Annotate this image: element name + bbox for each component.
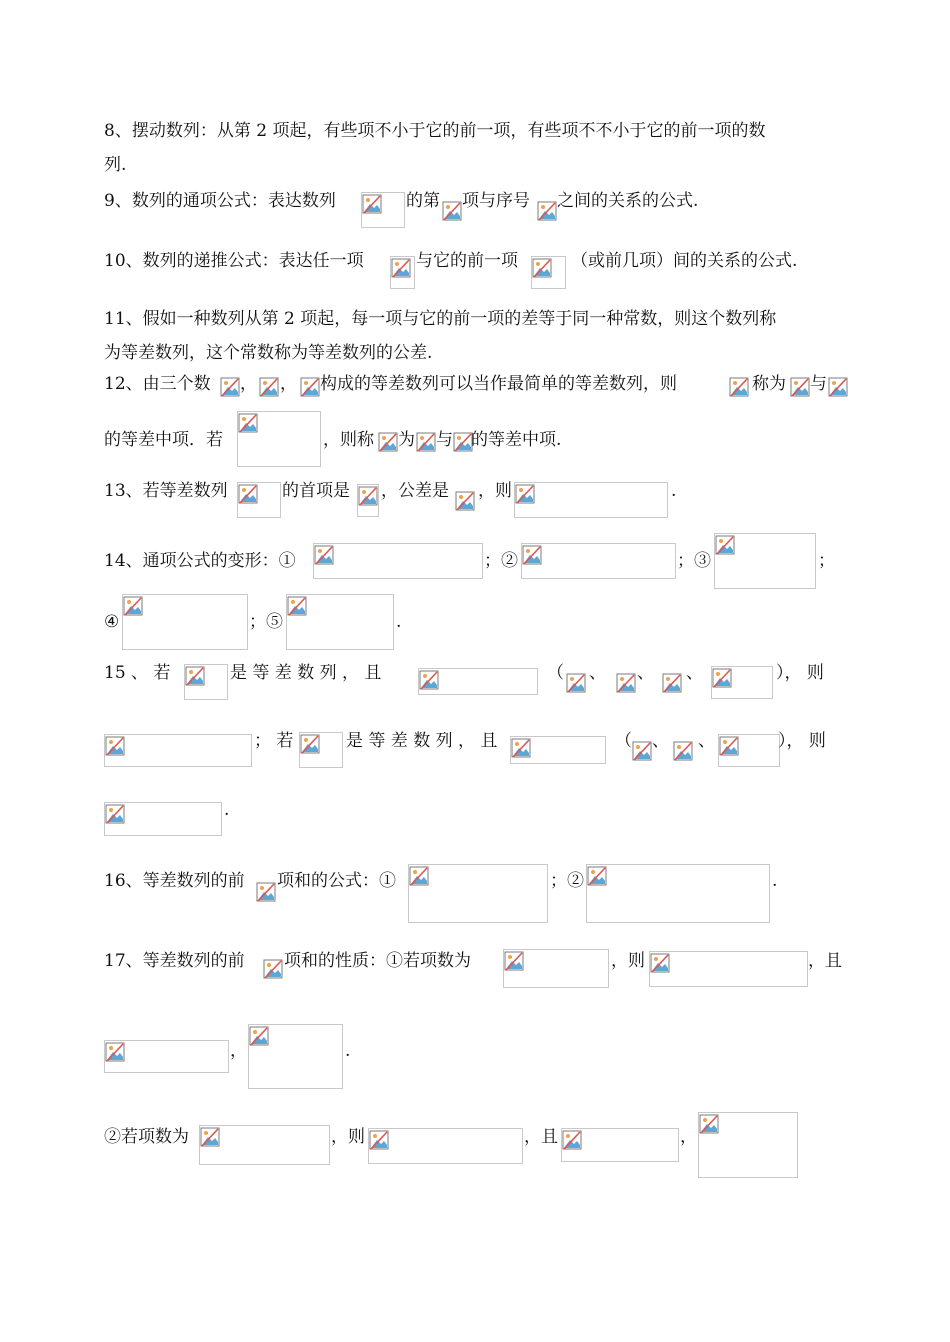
formula-image (390, 256, 415, 289)
item-12-text-4: 构成的等差数列可以当作最简单的等差数列，则 (320, 374, 677, 394)
item-15-text-5: 、 (637, 663, 654, 683)
broken-image-icon (532, 257, 552, 279)
item-16-text-3: ；② (550, 871, 584, 891)
item-17-text-1: 17、等差数列的前 (104, 951, 245, 971)
item-9-text-4: 之间的关系的公式. (557, 191, 699, 211)
formula-image (649, 951, 808, 987)
broken-image-icon (419, 669, 439, 691)
broken-image-icon (300, 733, 320, 755)
broken-image-icon (511, 737, 531, 759)
broken-image-icon (699, 1113, 719, 1135)
item-10-text-2: 与它的前一项 (416, 251, 518, 271)
item-15-text-14: . (224, 800, 230, 820)
broken-image-icon (790, 376, 810, 398)
broken-image-icon (719, 735, 739, 757)
broken-image-icon (220, 376, 240, 398)
item-11-line-1: 11、假如一种数列从第 2 项起，每一项与它的前一项的差等于同一种常数，则这个数列称 (104, 309, 777, 329)
item-15-text-7: ）， 则 (776, 663, 824, 683)
formula-image (616, 672, 636, 694)
item-12-text-3: ， (280, 374, 297, 394)
formula-image (259, 376, 279, 398)
item-17-text-9: ，且 (524, 1127, 558, 1147)
broken-image-icon (105, 735, 125, 757)
broken-image-icon (504, 950, 524, 972)
formula-image (286, 594, 394, 650)
broken-image-icon (712, 667, 732, 689)
formula-image (586, 864, 770, 923)
formula-image (514, 482, 668, 518)
formula-image (503, 949, 609, 988)
broken-image-icon (259, 376, 279, 398)
broken-image-icon (729, 376, 749, 398)
item-17-text-10: ， (680, 1127, 697, 1147)
item-17-text-7: ②若项数为 (104, 1127, 189, 1147)
formula-image (714, 533, 816, 589)
broken-image-icon (537, 200, 557, 222)
formula-image (199, 1125, 330, 1165)
item-11-line-2: 为等差数列，这个常数称为等差数列的公差. (104, 343, 433, 363)
broken-image-icon (238, 412, 258, 434)
broken-image-icon (238, 483, 258, 505)
formula-image (453, 431, 471, 453)
formula-image (104, 802, 222, 836)
formula-image (237, 482, 281, 518)
broken-image-icon (522, 544, 542, 566)
broken-image-icon (263, 958, 283, 980)
broken-image-icon (200, 1126, 220, 1148)
broken-image-icon (673, 740, 693, 762)
item-16-text-1: 16、等差数列的前 (104, 871, 245, 891)
formula-image (299, 732, 343, 768)
item-14-text-7: . (396, 612, 402, 632)
formula-image (368, 1128, 523, 1164)
item-9-text-3: 项与序号 (462, 191, 530, 211)
item-15-text-8: ； 若 (254, 731, 294, 751)
formula-image (537, 200, 557, 222)
item-15-text-12: 、 (698, 731, 715, 751)
broken-image-icon (105, 803, 125, 825)
item-15-text-10: （ (615, 731, 632, 751)
item-12-text-11: 的等差中项. (471, 430, 562, 450)
formula-image (566, 672, 588, 694)
formula-image (313, 543, 483, 579)
formula-image (632, 740, 652, 762)
formula-image (711, 666, 773, 699)
formula-image (104, 734, 252, 767)
broken-image-icon (256, 881, 276, 903)
broken-image-icon (369, 1129, 389, 1151)
formula-image (361, 192, 405, 228)
item-9-text-1: 9、数列的通项公式：表达数列 (104, 191, 336, 211)
formula-image (729, 376, 751, 398)
formula-image (220, 376, 240, 398)
item-16-text-4: . (772, 871, 778, 891)
item-9-text-2: 的第 (406, 191, 440, 211)
item-8-line-2: 列. (104, 155, 127, 175)
formula-image (455, 490, 475, 512)
broken-image-icon (566, 672, 586, 694)
item-17-text-8: ，则 (331, 1127, 365, 1147)
broken-image-icon (632, 740, 652, 762)
item-15-text-9: 是 等 差 数 列 ， 且 (346, 731, 498, 751)
item-14-text-1: 14、通项公式的变形：① (104, 551, 296, 571)
item-12-text-9: 为 (398, 430, 415, 450)
formula-image (416, 431, 436, 453)
item-13-text-5: . (671, 481, 677, 501)
item-15-text-1: 15 、 若 (104, 663, 171, 683)
item-15-text-2: 是 等 差 数 列 ， 且 (230, 663, 382, 683)
broken-image-icon (358, 485, 378, 507)
formula-image (790, 376, 810, 398)
formula-image (673, 740, 695, 762)
formula-image (237, 411, 321, 467)
formula-image (531, 256, 566, 289)
item-14-text-2: ；② (484, 551, 518, 571)
broken-image-icon (123, 595, 143, 617)
formula-image (256, 881, 276, 903)
broken-image-icon (287, 595, 307, 617)
broken-image-icon (391, 257, 411, 279)
item-17-text-3: ，则 (611, 951, 645, 971)
broken-image-icon (378, 431, 398, 453)
broken-image-icon (442, 200, 462, 222)
formula-image (408, 864, 548, 923)
formula-image (378, 431, 398, 453)
item-15-text-11: 、 (652, 731, 669, 751)
formula-image (662, 672, 684, 694)
broken-image-icon (515, 483, 535, 505)
item-15-text-3: （ (547, 663, 564, 683)
formula-image (263, 958, 283, 980)
item-16-text-2: 项和的公式：① (277, 871, 396, 891)
item-13-text-4: ，则 (478, 481, 512, 501)
item-8-line-1: 8、摆动数列：从第 2 项起，有些项不小于它的前一项，有些项不不小于它的前一项的数 (104, 121, 766, 141)
broken-image-icon (616, 672, 636, 694)
broken-image-icon (314, 544, 334, 566)
item-17-text-4: ，且 (808, 951, 842, 971)
broken-image-icon (409, 865, 429, 887)
item-13-text-2: 的首项是 (282, 481, 350, 501)
item-15-text-4: 、 (589, 663, 606, 683)
item-12-text-2: ， (240, 374, 257, 394)
item-12-text-8: ，则称 (323, 430, 374, 450)
item-17-text-6: . (345, 1041, 351, 1061)
item-14-text-6: ；⑤ (249, 612, 283, 632)
item-13-text-1: 13、若等差数列 (104, 481, 228, 501)
item-14-text-5: ④ (104, 612, 120, 632)
item-12-text-1: 12、由三个数 (104, 374, 211, 394)
formula-image (442, 200, 462, 222)
broken-image-icon (587, 865, 607, 887)
item-15-text-13: ）， 则 (778, 731, 826, 751)
formula-image (828, 376, 846, 398)
formula-image (248, 1024, 343, 1089)
item-10-text-1: 10、数列的递推公式：表达任一项 (104, 251, 364, 271)
item-15-text-6: 、 (686, 663, 703, 683)
broken-image-icon (249, 1025, 269, 1047)
formula-image (521, 543, 676, 579)
broken-image-icon (300, 376, 320, 398)
item-12-text-6: 与 (810, 374, 827, 394)
formula-image (418, 668, 538, 695)
broken-image-icon (562, 1129, 582, 1151)
broken-image-icon (662, 672, 682, 694)
item-14-text-3: ；③ (677, 551, 711, 571)
formula-image (718, 734, 780, 767)
broken-image-icon (715, 534, 735, 556)
formula-image (510, 736, 606, 764)
formula-image (357, 484, 379, 517)
broken-image-icon (416, 431, 436, 453)
broken-image-icon (105, 1041, 125, 1063)
broken-image-icon (650, 952, 670, 974)
formula-image (104, 1040, 229, 1073)
formula-image (300, 376, 320, 398)
item-14-text-4: ； (818, 551, 835, 571)
broken-image-icon (453, 431, 473, 453)
broken-image-icon (455, 490, 475, 512)
item-12-text-5: 称为 (752, 374, 786, 394)
formula-image (561, 1128, 679, 1162)
broken-image-icon (185, 665, 205, 687)
broken-image-icon (362, 193, 382, 215)
item-12-text-7: 的等差中项．若 (104, 430, 223, 450)
item-12-text-10: 与 (436, 430, 453, 450)
broken-image-icon (828, 376, 848, 398)
item-17-text-5: ， (230, 1041, 247, 1061)
item-17-text-2: 项和的性质：①若项数为 (284, 951, 471, 971)
formula-image (698, 1112, 798, 1178)
formula-image (184, 664, 228, 700)
item-13-text-3: ，公差是 (381, 481, 449, 501)
formula-image (122, 594, 248, 650)
item-10-text-3: （或前几项）间的关系的公式. (571, 251, 798, 271)
